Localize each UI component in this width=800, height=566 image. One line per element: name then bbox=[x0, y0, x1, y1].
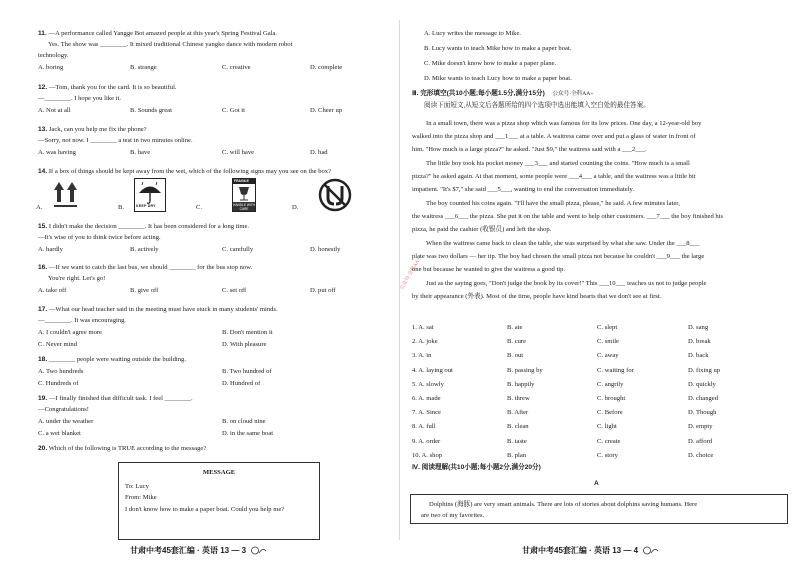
passage-line: by their appearance (外表). Most of the time, people have kind hearts that we don't see at first. bbox=[412, 293, 662, 300]
option-d[interactable]: D. Though bbox=[688, 409, 717, 417]
right-page bbox=[400, 0, 800, 566]
question-stem: Jack, can you help me fix the phone? bbox=[48, 126, 147, 133]
option-a[interactable]: A. boring bbox=[38, 64, 64, 71]
footer-text: 甘肃中考45套汇编 · 英语 13 — 3 bbox=[130, 546, 247, 555]
message-box bbox=[118, 462, 320, 540]
sign-options bbox=[36, 178, 366, 216]
option-c[interactable]: C. set off bbox=[222, 287, 247, 294]
option-b[interactable]: B. taste bbox=[507, 437, 527, 445]
option-c[interactable] bbox=[196, 178, 266, 212]
option-b[interactable]: B. actively bbox=[130, 246, 159, 253]
option-b[interactable]: B. passing by bbox=[507, 366, 543, 374]
question-number: 11. bbox=[38, 30, 47, 37]
passage-line: Just as the saying goes, "Don't judge the book by its cover!" This ___10___ teaches us not to judge people bbox=[426, 280, 707, 287]
question-stem: —What our head teacher said in the meeting must have stuck in many students' minds. bbox=[48, 306, 278, 313]
option-c[interactable]: C. a wet blanket bbox=[38, 430, 81, 437]
passage-line: him. "How much is a large pizza?" he asked. "Just $9," the waitress said with a ___2___. bbox=[412, 146, 647, 153]
option-a[interactable]: 5. A. slowly bbox=[412, 380, 444, 388]
option-b[interactable]: B. Lucy wants to teach Mike how to make a paper boat. bbox=[424, 45, 572, 52]
option-d[interactable]: D. put off bbox=[310, 287, 336, 294]
option-a[interactable]: A. Two hundreds bbox=[38, 368, 84, 375]
option-c[interactable]: C. will have bbox=[222, 149, 255, 156]
question-stem: Which of the following is TRUE according to the message? bbox=[48, 445, 207, 452]
sign-caption: KEEP DRY bbox=[136, 204, 156, 208]
section-title: Ⅲ. 完形填空(共10小题;每小题1.5分,满分15分) bbox=[412, 90, 545, 97]
passage-line: In a small town, there was a pizza shop which was famous for its low prices. One day, a 12-year-old boy bbox=[426, 120, 702, 127]
option-c[interactable]: C. Hundreds of bbox=[38, 380, 79, 387]
question-stem: —A performance called Yangge Bot amazed people at this year's Spring Festival Gala. bbox=[48, 30, 278, 37]
section-title: Ⅳ. 阅读理解(共10小题;每小题2分,满分20分) bbox=[412, 464, 541, 471]
question-number: 12. bbox=[38, 84, 48, 91]
question-line: —________. I hope you like it. bbox=[38, 95, 121, 102]
option-d[interactable]: D. choice bbox=[688, 451, 714, 459]
question-stem: If a box of things should be kept away from the wet, which of the following signs may you see on the box? bbox=[48, 168, 332, 175]
option-d[interactable]: D. Hundred of bbox=[222, 380, 261, 387]
question-line: —Congratulations! bbox=[38, 406, 89, 413]
publisher-logo-icon bbox=[643, 546, 659, 555]
option-d[interactable]: D. Cheer up bbox=[310, 107, 343, 114]
page-footer bbox=[522, 545, 659, 556]
option-b[interactable]: B. threw bbox=[507, 395, 530, 402]
option-a[interactable]: 3. A. in bbox=[412, 352, 432, 360]
question-number: 20. bbox=[38, 445, 48, 452]
option-d[interactable]: D. fixing up bbox=[688, 366, 721, 374]
option-d[interactable]: D. in the same boat bbox=[222, 430, 274, 437]
option-a[interactable]: 4. A. laying out bbox=[412, 366, 453, 374]
passage-label: A bbox=[594, 480, 599, 487]
option-c[interactable]: C. slept bbox=[597, 324, 618, 331]
message-to: To: Lucy bbox=[125, 482, 149, 490]
question-number: 13. bbox=[38, 126, 48, 133]
option-d[interactable]: D. With pleasure bbox=[222, 341, 267, 348]
section-instructions: 阅读下面短文,从短文后各题所给的四个选项中选出能填入空白处的最佳答案。 bbox=[424, 102, 650, 109]
option-a[interactable]: A. hardly bbox=[38, 246, 63, 253]
option-b[interactable]: B. plan bbox=[507, 451, 527, 459]
option-c[interactable]: C. Before bbox=[597, 409, 623, 417]
option-d[interactable]: D. break bbox=[688, 338, 711, 346]
watermark: 公众号:全科AA+ bbox=[399, 256, 423, 292]
option-label: C. bbox=[196, 204, 203, 211]
passage-line: pizza, he paid the cashier (收银员) and left the shop. bbox=[412, 226, 552, 233]
question-line: —________. It was encouraging. bbox=[38, 317, 127, 324]
option-c[interactable]: C. Mike doesn't know how to make a paper plane. bbox=[424, 60, 557, 67]
option-b[interactable]: B. out bbox=[507, 352, 524, 360]
option-a[interactable]: 1. A. sat bbox=[412, 324, 434, 331]
option-d[interactable]: D. Mike wants to teach Lucy how to make a paper boat. bbox=[424, 75, 572, 82]
option-a[interactable]: A. Lucy writes the message to Mike. bbox=[424, 30, 522, 37]
message-from: From: Mike bbox=[125, 494, 157, 502]
section-3-header bbox=[412, 88, 650, 109]
passage-line: pizza?" he asked again. At that moment, some people were ___4___ a table, and the waitress was a little bit bbox=[412, 173, 696, 180]
option-d[interactable]: D. had bbox=[310, 149, 328, 156]
question-line: technology. bbox=[38, 52, 69, 59]
passage-line: impatient. "It's $7," she said ___5___, wanting to end the conversation immediately. bbox=[412, 186, 635, 193]
option-b[interactable] bbox=[118, 178, 188, 212]
option-label: D. bbox=[292, 204, 299, 211]
option-c[interactable]: C. story bbox=[597, 451, 618, 459]
option-d[interactable]: D. empty bbox=[688, 423, 713, 431]
option-b[interactable]: B. on cloud nine bbox=[222, 418, 266, 425]
option-b[interactable]: B. ate bbox=[507, 324, 523, 331]
option-a[interactable]: A. under the weather bbox=[38, 418, 94, 425]
publisher-logo-icon bbox=[251, 546, 267, 555]
option-a[interactable] bbox=[36, 178, 96, 212]
option-c[interactable]: C. carefully bbox=[222, 246, 254, 253]
question-number: 17. bbox=[38, 306, 48, 313]
passage-line: one but because he wanted to give the waitress a good tip. bbox=[412, 266, 566, 273]
option-a[interactable]: 6. A. made bbox=[412, 395, 441, 402]
question-number: 18. bbox=[38, 356, 48, 363]
option-b[interactable]: B. Don't mention it bbox=[222, 329, 273, 336]
passage-line: When the waitress came back to clean the table, she was surprised by what she saw. Under the ___8___ bbox=[426, 240, 700, 247]
option-b[interactable]: B. happily bbox=[507, 380, 535, 388]
passage-line: walked into the pizza shop and ___1___ at a table. A waitress came over and put a glass of water in front of bbox=[412, 133, 696, 140]
option-label: B. bbox=[118, 204, 125, 211]
option-b[interactable]: B. Sounds great bbox=[130, 107, 172, 114]
option-c[interactable]: C. light bbox=[597, 423, 617, 431]
question-stem: ________ people were waiting outside the building. bbox=[48, 356, 186, 363]
question-line: —It's wise of you to think twice before acting. bbox=[38, 234, 161, 241]
option-a[interactable]: 2. A. joke bbox=[412, 338, 438, 346]
option-d[interactable]: D. sang bbox=[688, 324, 709, 331]
passage-line: the waitress ___6___ the pizza. She put it on the table and went to help other customers. ___7___ the boy finished his bbox=[412, 213, 724, 220]
passage-line: are two of my favorites. bbox=[421, 512, 485, 519]
section-tag: 公众号·全科AA+ bbox=[552, 91, 594, 97]
no-hand-hooks-icon bbox=[318, 178, 352, 212]
option-a[interactable]: 7. A. Since bbox=[412, 409, 441, 417]
option-a[interactable]: A. I couldn't agree more bbox=[38, 329, 102, 336]
option-b[interactable]: B. give off bbox=[130, 287, 159, 294]
option-b[interactable]: B. After bbox=[507, 409, 529, 417]
question-stem: I didn't make the decision ________. It has been considered for a long time. bbox=[48, 223, 250, 230]
option-b[interactable]: B. clean bbox=[507, 423, 529, 431]
question-number: 19. bbox=[38, 395, 48, 402]
option-c[interactable]: C. creative bbox=[222, 64, 251, 71]
option-c[interactable]: C. waiting for bbox=[597, 366, 634, 374]
option-c[interactable]: C. Never mind bbox=[38, 341, 78, 348]
option-a[interactable]: 10. A. shop bbox=[412, 451, 443, 459]
question-line: Yes. The show was ________. It mixed traditional Chinese yangko dance with modern robot bbox=[48, 41, 293, 48]
option-a[interactable]: A. take off bbox=[38, 287, 67, 294]
passage-line: The boy counted his coins again. "I'll have the small pizza, please," he said. A few minutes later, bbox=[426, 200, 680, 207]
question-line: —Sorry, not now. I ________ a test in two minutes online. bbox=[38, 137, 193, 144]
question-line: You're right. Let's go! bbox=[48, 275, 106, 282]
question-number: 15. bbox=[38, 223, 48, 230]
option-c[interactable]: C. brought bbox=[597, 395, 626, 402]
option-a[interactable]: A. was having bbox=[38, 149, 76, 156]
passage-line: The little boy took his pocket money ___3___ and started counting the coins. "How much is a small bbox=[426, 160, 690, 167]
option-b[interactable]: B. Two hundred of bbox=[222, 368, 272, 375]
question-stem: —I finally finished that difficult task. I feel ________. bbox=[48, 395, 193, 402]
option-a[interactable]: 9. A. order bbox=[412, 437, 441, 445]
option-b[interactable]: B. have bbox=[130, 149, 151, 156]
this-way-up-arrows-icon bbox=[52, 180, 80, 210]
section-4-header bbox=[412, 462, 541, 473]
question-stem: —If we want to catch the last bus, we should ________ for the bus stop now. bbox=[48, 264, 253, 271]
option-a[interactable]: A. Not at all bbox=[38, 107, 71, 114]
option-c[interactable]: C. create bbox=[597, 437, 621, 445]
option-d[interactable]: D. changed bbox=[688, 395, 719, 402]
option-d[interactable]: D. back bbox=[688, 352, 709, 360]
option-a[interactable]: 8. A. full bbox=[412, 423, 436, 431]
question-number: 14. bbox=[38, 168, 48, 175]
question-stem: —Tom, thank you for the card. It is so beautiful. bbox=[48, 84, 177, 91]
footer-text: 甘肃中考45套汇编 · 英语 13 — 4 bbox=[522, 546, 639, 555]
sign-caption: FRAGILE bbox=[234, 178, 249, 183]
option-d[interactable]: D. honestly bbox=[310, 246, 341, 253]
option-c[interactable]: C. angrily bbox=[597, 380, 624, 388]
passage-line: plate was two dollars — her tip. The boy had chosen the small pizza not because he couldn't ___9___ the large bbox=[412, 253, 705, 260]
option-c[interactable]: C. smile bbox=[597, 338, 619, 346]
passage-line: Dolphins (海豚) are very smart animals. There are lots of stories about dolphins saving humans. Here bbox=[429, 501, 698, 508]
dolphin-passage-box bbox=[410, 494, 788, 524]
option-b[interactable]: B. cure bbox=[507, 338, 527, 346]
option-d[interactable] bbox=[292, 178, 362, 212]
sign-caption: HANDLE WITH CARE bbox=[233, 203, 255, 211]
option-d[interactable]: D. complete bbox=[310, 64, 343, 71]
option-c[interactable]: C. Got it bbox=[222, 107, 245, 114]
question-number: 16. bbox=[38, 264, 48, 271]
message-title: MESSAGE bbox=[202, 469, 236, 476]
message-body: I don't know how to make a paper boat. Could you help me? bbox=[125, 505, 285, 513]
page-footer bbox=[130, 545, 267, 556]
option-c[interactable]: C. away bbox=[597, 352, 619, 360]
option-d[interactable]: D. quickly bbox=[688, 380, 716, 388]
option-b[interactable]: B. strange bbox=[130, 64, 157, 71]
option-d[interactable]: D. afford bbox=[688, 437, 713, 445]
option-label: A. bbox=[36, 204, 43, 211]
